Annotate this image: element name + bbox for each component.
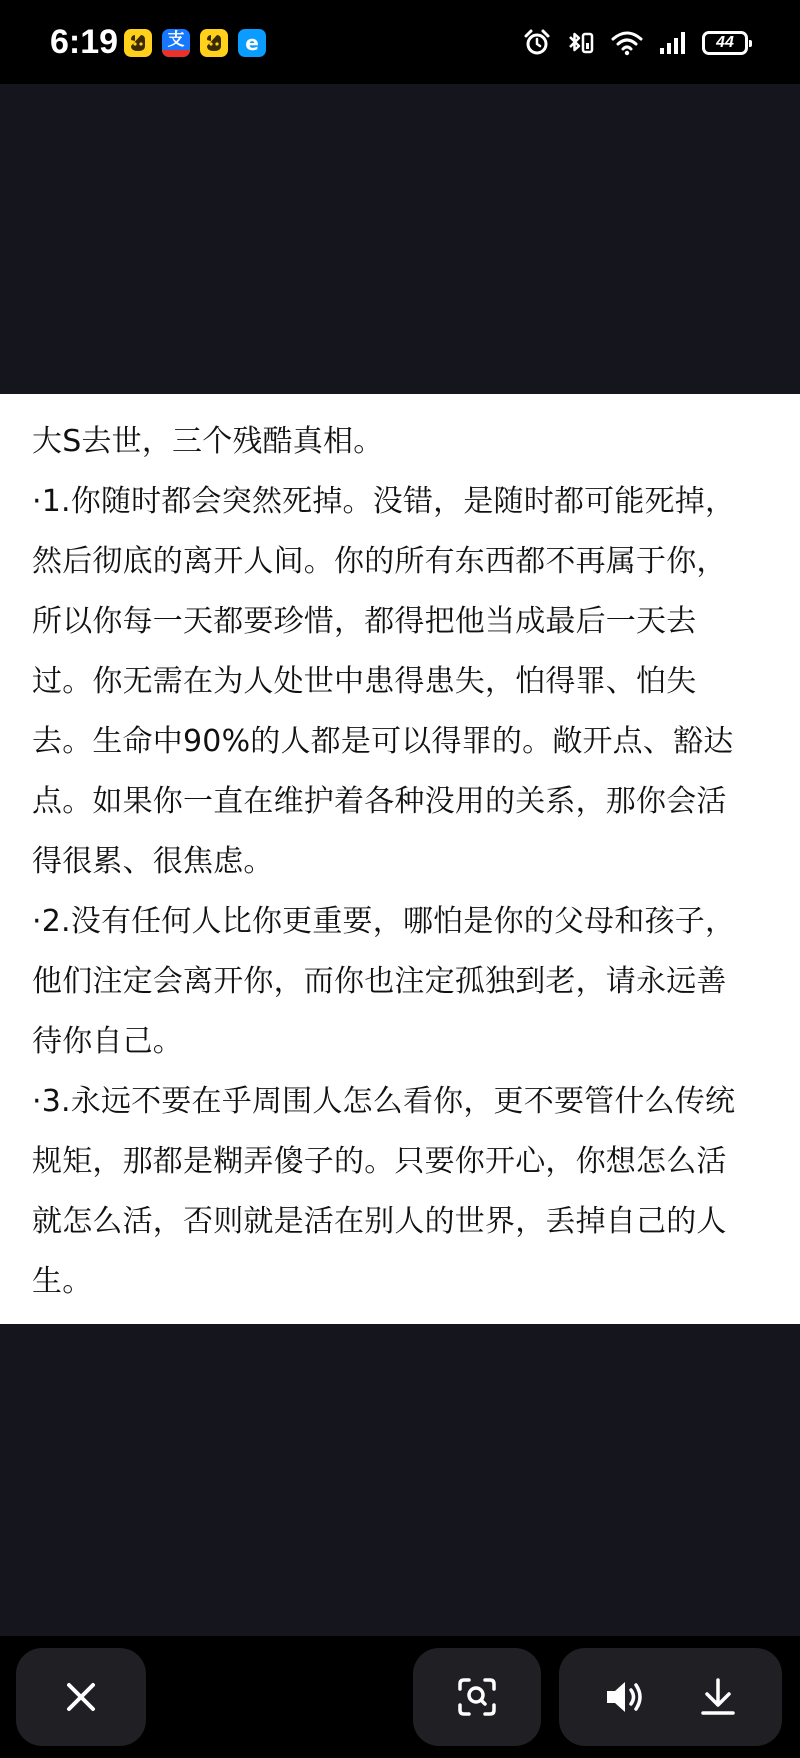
text-line: ·3.永远不要在乎周围人怎么看你，更不要管什么传统 xyxy=(32,1084,736,1119)
text-line: 点。如果你一直在维护着各种没用的关系，那你会活 xyxy=(32,784,727,819)
text-line: 就怎么活，否则就是活在别人的世界，丢掉自己的人 xyxy=(32,1204,727,1239)
text-line: ·2.没有任何人比你更重要，哪怕是你的父母和孩子， xyxy=(32,904,736,939)
text-line: 他们注定会离开你，而你也注定孤独到老，请永远善 xyxy=(32,964,727,999)
bottom-toolbar xyxy=(0,1636,800,1758)
scan-icon xyxy=(456,1676,498,1718)
download-icon xyxy=(698,1676,738,1718)
battery-level: 44 xyxy=(716,34,734,51)
status-time: 6:19 xyxy=(50,23,119,61)
close-icon xyxy=(63,1679,99,1715)
bluetooth-battery-icon xyxy=(566,28,596,58)
image-content xyxy=(0,394,800,1324)
meituan-icon xyxy=(200,29,228,57)
notification-icons xyxy=(124,29,266,57)
text-line: 所以你每一天都要珍惜，都得把他当成最后一天去 xyxy=(32,604,697,639)
wifi-icon xyxy=(610,28,644,58)
speaker-icon xyxy=(603,1677,647,1717)
status-bar xyxy=(0,0,800,84)
meituan-icon xyxy=(124,29,152,57)
text-line: 得很累、很焦虑。 xyxy=(32,844,274,879)
system-status-icons xyxy=(522,28,748,58)
media-actions-group xyxy=(559,1648,782,1746)
close-button[interactable] xyxy=(16,1648,146,1746)
text-line: 规矩，那都是糊弄傻子的。只要你开心，你想怎么活 xyxy=(32,1144,727,1179)
text-line: 待你自己。 xyxy=(32,1024,183,1059)
scan-button[interactable] xyxy=(413,1648,541,1746)
text-line: 生。 xyxy=(32,1264,93,1299)
text-line: ·1.你随时都会突然死掉。没错，是随时都可能死掉， xyxy=(32,484,736,519)
speaker-button[interactable] xyxy=(603,1677,647,1717)
alarm-icon xyxy=(522,28,552,58)
text-line: 大S去世，三个残酷真相。 xyxy=(32,424,384,459)
eleme-icon: e xyxy=(238,29,266,57)
text-line: 去。生命中90%的人都是可以得罪的。敞开点、豁达 xyxy=(32,724,734,759)
alipay-icon: 支 xyxy=(162,29,190,57)
battery-icon xyxy=(702,31,748,55)
download-button[interactable] xyxy=(698,1676,738,1718)
text-line: 过。你无需在为人处世中患得患失，怕得罪、怕失 xyxy=(32,664,697,699)
text-line: 然后彻底的离开人间。你的所有东西都不再属于你， xyxy=(32,544,727,579)
cellular-signal-icon xyxy=(658,30,688,56)
